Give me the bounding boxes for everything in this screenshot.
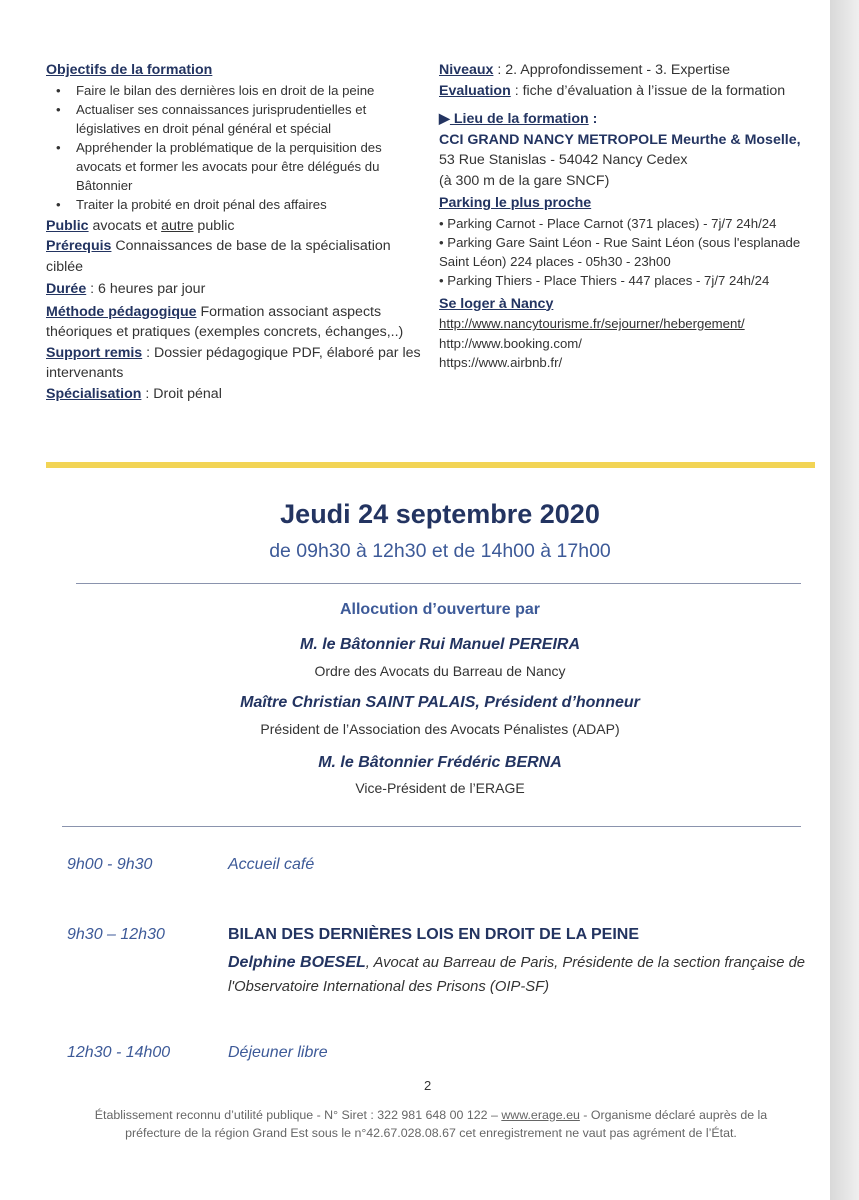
footer-line-b: - Organisme déclaré auprès de la préfecture de la région Grand Est sous le n°42.67.028.08.67 cet enregistrement ne vaut pas agrément de l’État.: [125, 1108, 768, 1140]
objectives-list: [46, 81, 426, 214]
divider-bottom: [62, 826, 801, 827]
evaluation-line: [439, 81, 819, 102]
duration-text: : 6 heures par jour: [86, 281, 206, 297]
parking-item: • Parking Gare Saint Léon - Rue Saint Léon (sous l'esplanade Saint Léon) 224 places - 05h30 - 23h00: [439, 234, 801, 269]
session-speaker-desc: , Avocat au Barreau de Paris, Présidente de la section française de l'Observatoire International des Prisons (OIP-SF): [228, 955, 806, 995]
footer-text: [66, 1106, 796, 1142]
parking-list: [439, 214, 819, 290]
public-line: [46, 216, 426, 237]
location-heading: [439, 109, 819, 130]
support-line: [46, 343, 426, 384]
speaker-name: M. le Bâtonnier Frédéric BERNA: [318, 754, 562, 771]
play-arrow-icon: ▶: [439, 111, 450, 127]
event-hours: de 09h30 à 12h30 et de 14h00 à 17h00: [269, 540, 611, 562]
objective-item: • Actualiser ses connaissances jurisprudentielles et législatives en droit pénal général et spécial: [76, 100, 426, 138]
location-address: [439, 130, 819, 171]
location-colon: :: [588, 111, 598, 127]
specialisation-text: : Droit pénal: [141, 385, 222, 402]
public-text: avocats et: [88, 217, 162, 234]
lodging-label: Se loger à Nancy: [439, 295, 554, 312]
right-column: [439, 60, 819, 373]
evaluation-text: : fiche d’évaluation à l’issue de la formation: [510, 82, 786, 99]
page-edge-shadow: [830, 0, 859, 1200]
yellow-divider: [46, 462, 815, 468]
lodging-heading: [439, 294, 819, 315]
schedule-time: 9h30 – 12h30: [67, 926, 165, 943]
left-column: [46, 60, 426, 404]
prerequisites-line: [46, 236, 426, 277]
location-label: Lieu de la formation: [449, 111, 589, 127]
support-label: Support remis: [46, 344, 143, 361]
public-text-end: public: [193, 217, 235, 234]
event-date: Jeudi 24 septembre 2020: [280, 499, 600, 529]
support-text: : Dossier pédagogique PDF, élaboré par les intervenants: [46, 344, 421, 381]
prerequisites-text: Connaissances de base de la spécialisation ciblée: [46, 238, 391, 275]
duration-line: [46, 279, 426, 300]
objective-item: • Appréhender la problématique de la perquisition des avocats et former les avocats pour être délégués du Bâtonnier: [76, 138, 426, 195]
public-label: Public: [46, 217, 89, 234]
specialisation-label: Spécialisation: [46, 385, 142, 402]
levels-text: : 2. Approfondissement - 3. Expertise: [493, 62, 731, 78]
levels-label: Niveaux: [439, 62, 494, 78]
evaluation-label: Evaluation: [439, 82, 511, 99]
method-text: Formation associant aspects théoriques et pratiques (exemples concrets, échanges,..): [46, 303, 404, 340]
parking-item: • Parking Carnot - Place Carnot (371 places) - 7j/7 24h/24: [439, 215, 777, 231]
specialisation-line: [46, 384, 426, 405]
session-title: BILAN DES DERNIÈRES LOIS EN DROIT DE LA PEINE: [228, 926, 640, 943]
speaker-name: Maître Christian SAINT PALAIS, Président d’honneur: [240, 694, 640, 711]
method-line: [46, 302, 426, 343]
speaker-org: Président de l’Association des Avocats Pénalistes (ADAP): [260, 721, 620, 737]
booking-link[interactable]: http://www.booking.com/: [439, 335, 582, 351]
nancy-tourisme-link[interactable]: http://www.nancytourisme.fr/sejourner/hebergement/: [439, 316, 745, 331]
levels-line: [439, 60, 819, 81]
objectives-heading: Objectifs de la formation: [46, 62, 213, 78]
parking-label: Parking le plus proche: [439, 195, 592, 211]
location-street: 53 Rue Stanislas - 54042 Nancy Cedex: [439, 152, 688, 168]
erage-link[interactable]: www.erage.eu: [501, 1108, 580, 1122]
schedule-time: 12h30 - 14h00: [67, 1044, 171, 1061]
public-autre: autre: [161, 217, 194, 234]
divider-top: [76, 583, 801, 584]
prerequisites-label: Prérequis: [46, 238, 112, 254]
duration-label: Durée: [46, 281, 87, 297]
parking-heading: [439, 193, 819, 214]
schedule-activity: Déjeuner libre: [228, 1044, 328, 1061]
opening-heading: Allocution d’ouverture par: [339, 601, 540, 618]
speaker-name: M. le Bâtonnier Rui Manuel PEREIRA: [299, 636, 581, 653]
airbnb-link[interactable]: https://www.airbnb.fr/: [439, 355, 563, 370]
schedule-time: 9h00 - 9h30: [67, 856, 153, 873]
parking-item: • Parking Thiers - Place Thiers - 447 places - 7j/7 24h/24: [439, 272, 770, 288]
schedule-activity: Accueil café: [228, 856, 315, 873]
objective-item: • Faire le bilan des dernières lois en droit de la peine: [76, 81, 426, 100]
speaker-org: Vice-Président de l’ERAGE: [355, 780, 525, 796]
lodging-links: [439, 314, 819, 373]
location-station: (à 300 m de la gare SNCF): [439, 172, 610, 189]
objective-item: • Traiter la probité en droit pénal des affaires: [76, 195, 426, 214]
session-description: [228, 951, 808, 999]
speaker-org: Ordre des Avocats du Barreau de Nancy: [314, 663, 566, 679]
method-label: Méthode pédagogique: [46, 303, 197, 320]
footer-line-a: Établissement reconnu d’utilité publique - N° Siret : 322 981 648 00 122 –: [94, 1108, 502, 1122]
session-speaker: Delphine BOESEL: [228, 954, 366, 971]
location-name: CCI GRAND NANCY METROPOLE Meurthe & Moselle,: [439, 131, 801, 148]
page-number: 2: [424, 1078, 432, 1093]
